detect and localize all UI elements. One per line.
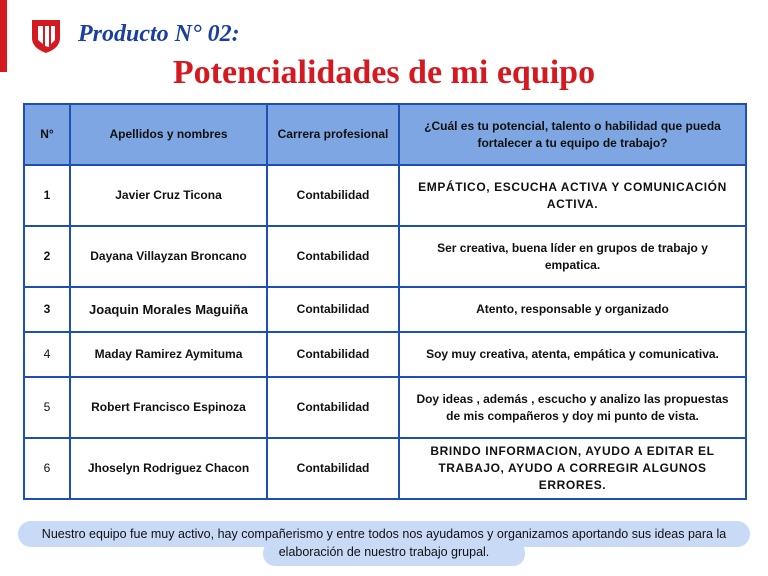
table-header-row [24, 104, 746, 165]
member-name: Javier Cruz Ticona [70, 165, 267, 226]
university-shield-logo-icon [31, 18, 61, 54]
member-career: Contabilidad [267, 226, 399, 287]
member-career: Contabilidad [267, 332, 399, 377]
row-number: 4 [24, 332, 70, 377]
member-name: Jhoselyn Rodriguez Chacon [70, 438, 267, 499]
member-name: Dayana Villayzan Broncano [70, 226, 267, 287]
member-potential: BRINDO INFORMACION, AYUDO A EDITAR EL TRABAJO, AYUDO A CORREGIR ALGUNOS ERRORES. [399, 438, 746, 499]
member-name: Robert Francisco Espinoza [70, 377, 267, 438]
row-number: 6 [24, 438, 70, 499]
note-text: Nuestro equipo fue muy activo, hay compañerismo y entre todos nos ayudamos y organizamos aportando sus ideas para la elaboración de nuestro trabajo grupal. [41, 527, 727, 559]
member-potential: EMPÁTICO, ESCUCHA ACTIVA Y COMUNICACIÓN ACTIVA. [399, 165, 746, 226]
column-header-number: N° [24, 104, 70, 165]
member-career: Contabilidad [267, 165, 399, 226]
member-career: Contabilidad [267, 377, 399, 438]
member-potential: Ser creativa, buena líder en grupos de trabajo y empatica. [399, 226, 746, 287]
row-number: 5 [24, 377, 70, 438]
member-name: Maday Ramirez Aymituma [70, 332, 267, 377]
team-summary-note [18, 521, 750, 566]
member-career: Contabilidad [267, 287, 399, 332]
member-name: Joaquin Morales Maguiña [70, 287, 267, 332]
table-row [24, 165, 746, 226]
team-table [23, 103, 747, 500]
table-row [24, 332, 746, 377]
table-row [24, 377, 746, 438]
column-header-career: Carrera profesional [267, 104, 399, 165]
member-potential: Soy muy creativa, atenta, empática y comunicativa. [399, 332, 746, 377]
column-header-potential: ¿Cuál es tu potencial, talento o habilidad que pueda fortalecer a tu equipo de trabajo? [399, 104, 746, 165]
member-potential: Doy ideas , además , escucho y analizo las propuestas de mis compañeros y doy mi punto de vista. [399, 377, 746, 438]
page-title: Potencialidades de mi equipo [172, 54, 596, 91]
table-row [24, 287, 746, 332]
row-number: 2 [24, 226, 70, 287]
table-row [24, 226, 746, 287]
row-number: 1 [24, 165, 70, 226]
table-row [24, 438, 746, 499]
row-number: 3 [24, 287, 70, 332]
column-header-names: Apellidos y nombres [70, 104, 267, 165]
member-career: Contabilidad [267, 438, 399, 499]
product-subtitle: Producto N° 02: [78, 21, 240, 47]
member-potential: Atento, responsable y organizado [399, 287, 746, 332]
